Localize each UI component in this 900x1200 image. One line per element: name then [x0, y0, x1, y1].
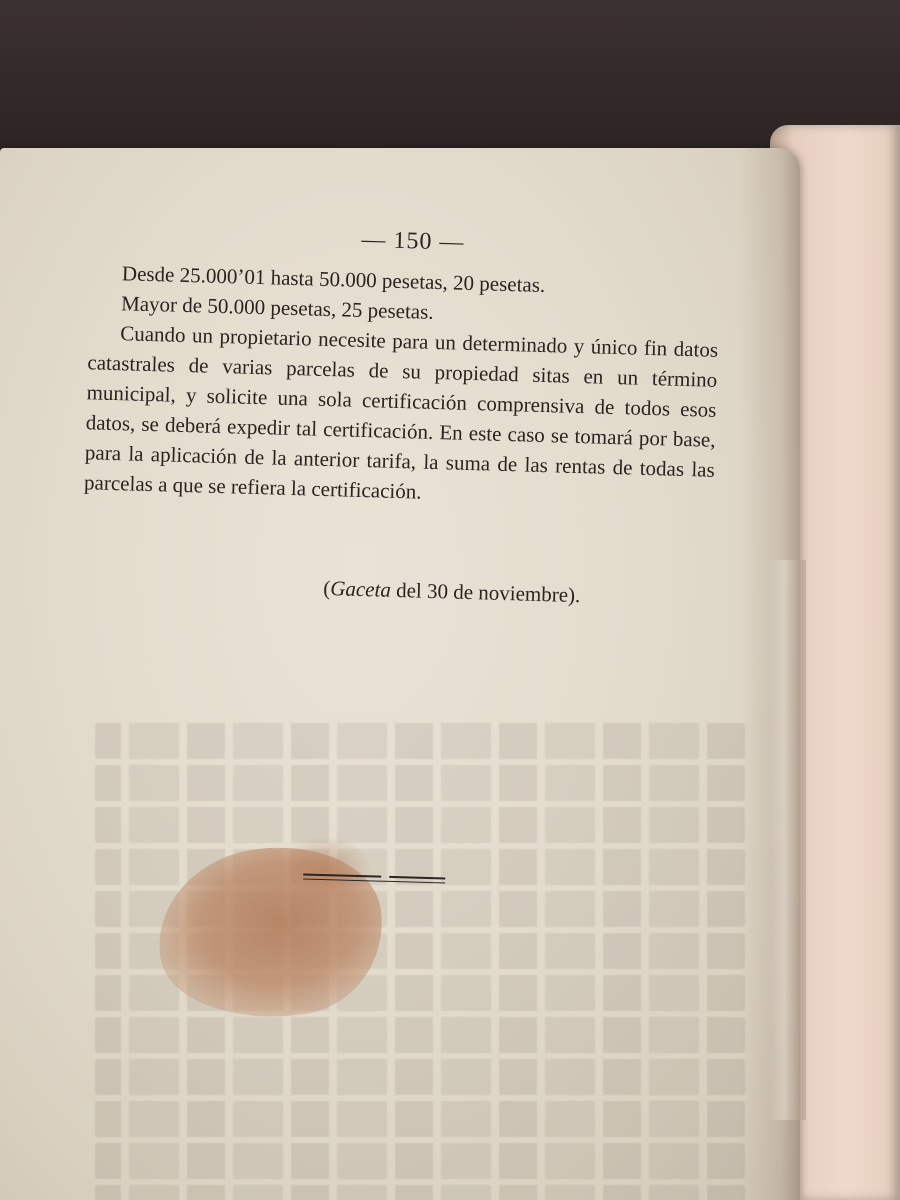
page-edge-wear: [770, 560, 806, 1120]
tariff-line-2: Mayor de 50.000 pesetas, 25 pesetas.: [120, 291, 434, 324]
page-content: [0, 148, 800, 1200]
page-number: — 150 —: [361, 226, 465, 256]
source-citation: [323, 576, 581, 608]
book-page: [0, 148, 800, 1200]
citation-publication: Gaceta: [329, 576, 392, 602]
section-rule-left: [303, 874, 381, 878]
section-rule-under: [303, 879, 445, 884]
paragraph: Cuando un propietario necesite para un determinado y único fin datos catastrales de varias parcelas de su propiedad sitas en un término municipal, y solicite una sola certificación comprensiva de todos esos datos, se deberá expedir tal certificación. En este caso se tomará por base, para la aplicación de la anterior tarifa, la suma de las rentas de todas las parcelas a que se refiera la certificación.: [83, 321, 719, 504]
tariff-line-1: Desde 25.000’01 hasta 50.000 pesetas, 20 pesetas.: [121, 261, 546, 298]
section-rule-right: [389, 876, 445, 880]
body-text: [84, 257, 720, 514]
citation-date: del 30 de noviembre).: [390, 577, 581, 608]
citation-open: (: [322, 575, 331, 601]
